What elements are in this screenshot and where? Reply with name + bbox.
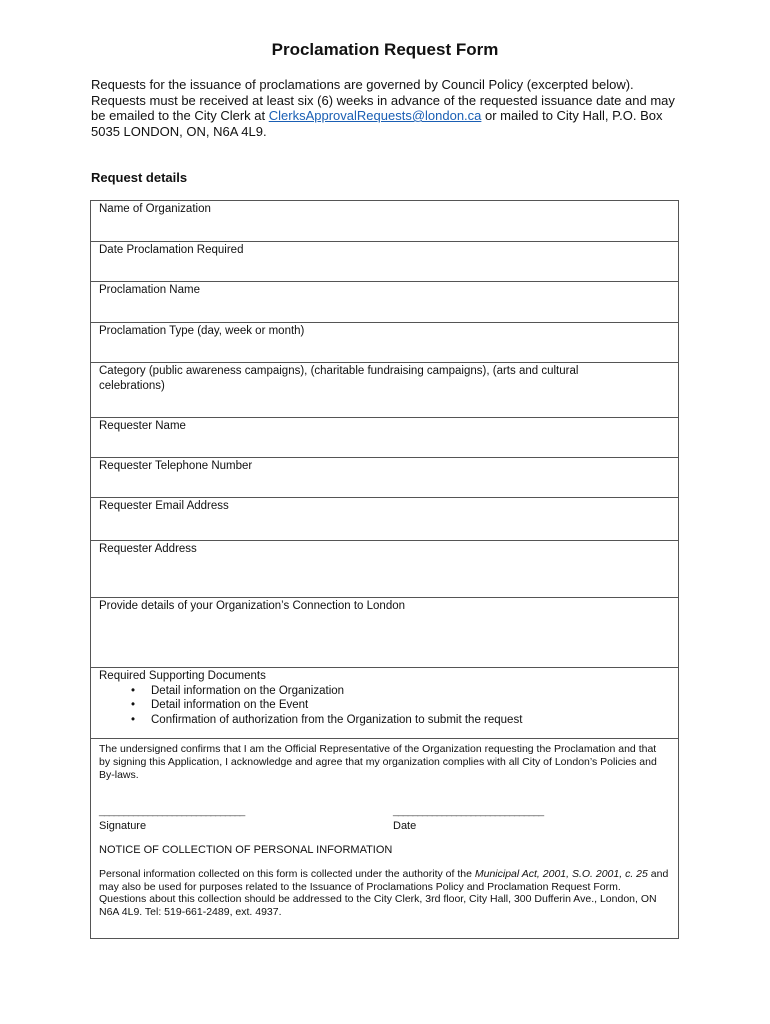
field-label: Proclamation Name: [99, 284, 200, 296]
privacy-text: Personal information collected on this form is collected under the authority of the: [99, 868, 475, 880]
date-required-field[interactable]: [91, 242, 678, 282]
field-label: Requester Email Address: [99, 500, 229, 512]
declaration-text: The undersigned confirms that I am the Official Representative of the Organization requesting the Proclamation and that by signing this Application, I acknowledge and agree that my organization complies with all City of London’s Policies and By-laws.: [99, 743, 657, 781]
supporting-docs-title: Required Supporting Documents: [99, 670, 266, 682]
clerk-email-link[interactable]: ClerksApprovalRequests@london.ca: [268, 108, 482, 123]
intro-text: Requests for the issuance of proclamations are governed by Council Policy (excerpted below). Requests must be received at least six (6) weeks in advance of the requested issuance date and may be emailed to the City Clerk at: [91, 77, 675, 123]
list-item: • Detail information on the Event: [143, 698, 670, 713]
connection-field[interactable]: [91, 598, 678, 668]
requester-email-field[interactable]: [91, 498, 678, 541]
field-label: Category (public awareness campaigns), (charitable fundraising campaigns), (arts and cultural celebrations): [99, 365, 579, 392]
date-label: Date: [393, 820, 417, 832]
requester-address-field[interactable]: [91, 541, 678, 598]
intro-paragraph: [91, 77, 691, 139]
date-line[interactable]: _______________________________: [393, 805, 544, 817]
field-label: Requester Name: [99, 420, 186, 432]
proclamation-type-field[interactable]: [91, 323, 678, 363]
request-form-table: [90, 200, 679, 939]
page-title: Proclamation Request Form: [271, 40, 499, 59]
requester-name-field[interactable]: [91, 418, 678, 458]
requester-phone-field[interactable]: [91, 458, 678, 498]
field-label: Provide details of your Organization’s Connection to London: [99, 600, 406, 612]
request-details-heading: Request details: [91, 170, 188, 185]
field-label: Requester Telephone Number: [99, 460, 253, 472]
category-field[interactable]: [91, 363, 678, 418]
notice-heading: NOTICE OF COLLECTION OF PERSONAL INFORMATION: [99, 844, 393, 856]
field-label: Name of Organization: [99, 203, 211, 215]
field-label: Date Proclamation Required: [99, 244, 244, 256]
proclamation-name-field[interactable]: [91, 282, 678, 323]
organization-field[interactable]: [91, 201, 678, 242]
field-label: Proclamation Type (day, week or month): [99, 325, 305, 337]
signature-line[interactable]: ______________________________: [99, 805, 245, 817]
field-label: Requester Address: [99, 543, 197, 555]
privacy-notice: [99, 868, 669, 918]
supporting-documents: [91, 668, 678, 739]
intro-text-after: or mailed to City Hall, P.O. Box 5035 LONDON, ON, N6A 4L9.: [91, 108, 663, 139]
privacy-text-after: and may also be used for purposes related to the Issuance of Proclamations Policy and Proclamation Request Form. Questions about this collection should be addressed to the City Clerk, 3rd floor, City Hall, 300 Dufferin Ave., London, ON N6A 4L9. Tel: 519-661-2489, ext. 4937.: [99, 868, 669, 918]
list-item: • Detail information on the Organization: [143, 684, 670, 699]
signature-label: Signature: [99, 820, 147, 832]
list-item: • Confirmation of authorization from the Organization to submit the request: [143, 713, 670, 728]
supporting-docs-list: [99, 684, 670, 728]
municipal-act-reference: Municipal Act, 2001, S.O. 2001, c. 25: [474, 868, 648, 880]
